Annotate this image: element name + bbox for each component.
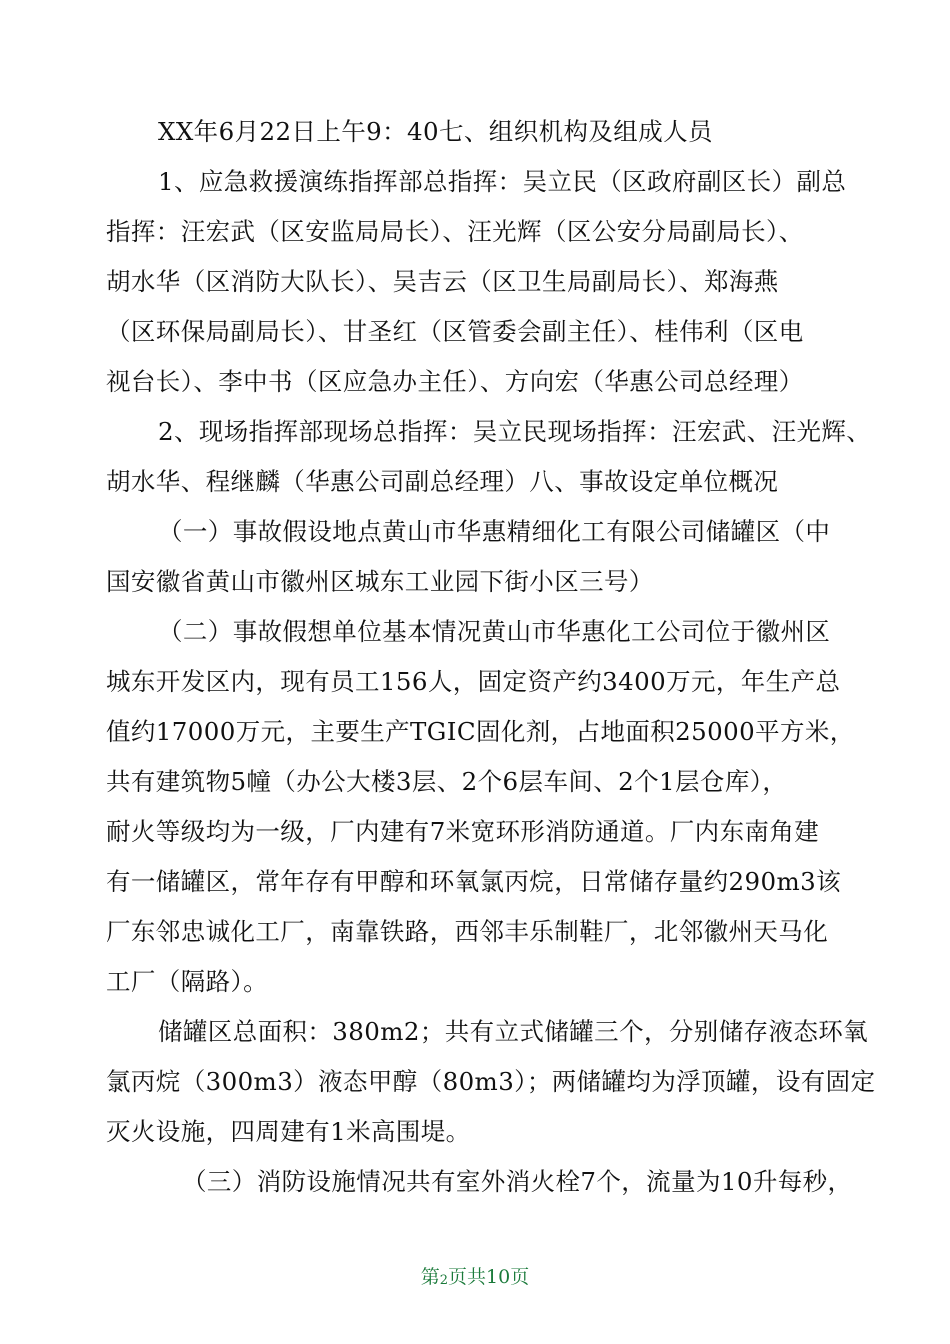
paragraph-line: 有一储罐区，常年存有甲醇和环氧氯丙烷，日常储存量约290m3该 [106, 867, 841, 896]
paragraph-line: 值约17000万元，主要生产TGIC固化剂，占地面积25000平方米， [106, 717, 855, 746]
paragraph-line: 共有建筑物5幢（办公大楼3层、2个6层车间、2个1层仓库）， [106, 767, 788, 796]
paragraph-line: 国安徽省黄山市徽州区城东工业园下街小区三号） [106, 567, 654, 596]
paragraph-line: 胡水华、程继麟（华惠公司副总经理）八、事故设定单位概况 [106, 467, 779, 496]
paragraph-line: 视台长）、李中书（区应急办主任）、方向宏（华惠公司总经理） [106, 367, 804, 396]
paragraph-line: （区环保局副局长）、甘圣红（区管委会副主任）、桂伟利（区电 [106, 317, 804, 346]
paragraph-line: 厂东邻忠诚化工厂，南靠铁路，西邻丰乐制鞋厂，北邻徽州天马化 [106, 917, 829, 946]
paragraph-line: 城东开发区内，现有员工156人，固定资产约3400万元，年生产总 [106, 667, 841, 696]
footer-suffix: 页共10页 [448, 1266, 530, 1288]
page-footer [0, 1262, 950, 1289]
paragraph-line: 耐火等级均为一级，厂内建有7米宽环形消防通道。厂内东南角建 [106, 817, 820, 846]
paragraph-line: 灭火设施，四周建有1米高围堤。 [106, 1117, 471, 1146]
footer-prefix: 第 [420, 1266, 440, 1288]
paragraph-line: （一）事故假设地点黄山市华惠精细化工有限公司储罐区（中 [158, 517, 831, 546]
paragraph-line: 2、现场指挥部现场总指挥：吴立民现场指挥：汪宏武、汪光辉、 [158, 417, 872, 446]
paragraph-line: 储罐区总面积：380m2；共有立式储罐三个，分别储存液态环氧 [158, 1017, 869, 1046]
paragraph-line: XX年6月22日上午9：40七、组织机构及组成人员 [158, 117, 713, 146]
paragraph-line: 胡水华（区消防大队长）、吴吉云（区卫生局副局长）、郑海燕 [106, 267, 779, 296]
footer-page-number: 2 [439, 1273, 449, 1288]
paragraph-line: 指挥：汪宏武（区安监局局长）、汪光辉（区公安分局副局长）、 [106, 217, 804, 246]
paragraph-line: 1、应急救援演练指挥部总指挥：吴立民（区政府副区长）副总 [158, 167, 847, 196]
paragraph-line: 工厂（隔路）。 [106, 967, 269, 996]
paragraph-line: （三）消防设施情况共有室外消火栓7个，流量为10升每秒， [182, 1167, 853, 1196]
paragraph-line: 氯丙烷（300m3）液态甲醇（80m3）；两储罐均为浮顶罐，设有固定 [106, 1067, 876, 1096]
paragraph-line: （二）事故假想单位基本情况黄山市华惠化工公司位于徽州区 [158, 617, 831, 646]
